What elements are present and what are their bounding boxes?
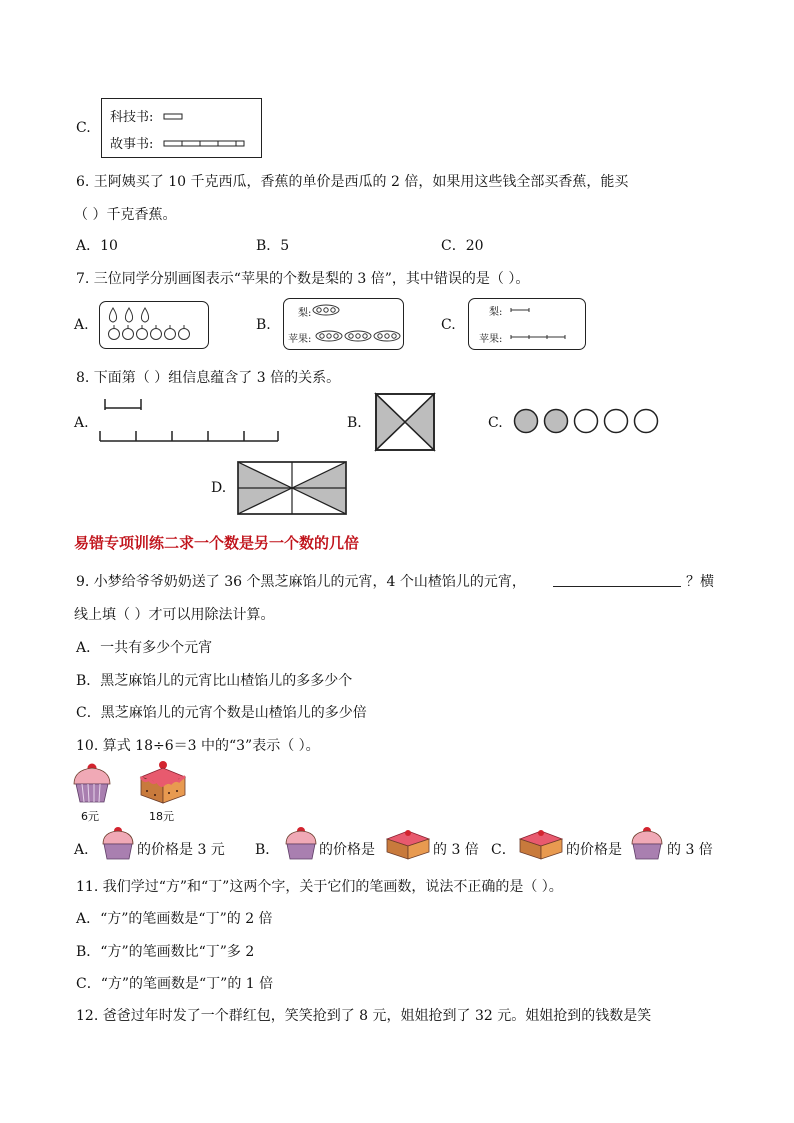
q10-b-cupcake-icon xyxy=(284,826,318,860)
q9-stem-line2: 线上填（ ）才可以用除法计算。 xyxy=(74,607,275,623)
q7-option-c-box xyxy=(468,298,586,350)
q10-a-cupcake-icon xyxy=(101,826,135,860)
section-title: 易错专项训练二求一个数是另一个数的几倍 xyxy=(74,534,360,552)
q7-option-a-box xyxy=(99,301,209,349)
q10-cupcake-icon xyxy=(72,762,112,804)
q11-option-a[interactable]: A．“方”的笔画数是“丁”的 2 倍 xyxy=(76,911,273,927)
q6-stem-line1: 6. 王阿姨买了 10 千克西瓜，香蕉的单价是西瓜的 2 倍，如果用这些钱全部买香蕉，能买 xyxy=(76,174,629,190)
q7-option-c-label[interactable]: C. xyxy=(441,317,456,333)
q10-option-a-label[interactable]: A． xyxy=(74,842,99,858)
q7-c-pear-label: 梨: xyxy=(489,307,503,318)
q5c-label: C. xyxy=(76,120,91,136)
q11-option-c[interactable]: C．“方”的笔画数是“丁”的 1 倍 xyxy=(76,976,274,992)
q10-cake-icon xyxy=(139,761,187,805)
q9-option-c[interactable]: C．黑芝麻馅儿的元宵个数是山楂馅儿的多少倍 xyxy=(76,705,367,721)
q5c-diagram-box xyxy=(101,98,262,158)
q8-stem: 8. 下面第（ ）组信息蕴含了 3 倍的关系。 xyxy=(76,370,341,386)
q10-option-c-end[interactable]: 的 3 倍 xyxy=(667,842,713,858)
q6-option-c[interactable]: C．20 xyxy=(441,238,484,254)
q7-stem: 7. 三位同学分别画图表示“苹果的个数是梨的 3 倍”，其中错误的是（ ）。 xyxy=(76,271,530,287)
q8-option-d-label[interactable]: D. xyxy=(211,480,227,496)
q7-b-apple-label: 苹果: xyxy=(288,334,312,345)
q6-option-a[interactable]: A．10 xyxy=(76,238,118,254)
q10-b-cake-icon xyxy=(385,828,431,860)
q6-option-b[interactable]: B．5 xyxy=(256,238,290,254)
q8-d-rectangle-diagram xyxy=(238,462,346,514)
q8-option-b-label[interactable]: B. xyxy=(347,415,362,431)
q9-stem-line1a: 9. 小梦给爷爷奶奶送了 36 个黑芝麻馅儿的元宵，4 个山楂馅儿的元宵， xyxy=(76,574,526,590)
q10-stem: 10. 算式 18÷6＝3 中的“3”表示（ ）。 xyxy=(76,738,320,754)
q5c-tech-label: 科技书: xyxy=(110,110,154,125)
q5c-story-label: 故事书: xyxy=(110,137,154,152)
q5c-bar-diagram xyxy=(102,99,261,157)
q8-a-segment-diagram xyxy=(100,397,290,447)
q10-option-b-mid[interactable]: 的价格是 xyxy=(319,842,375,858)
q8-option-c-label[interactable]: C. xyxy=(488,415,503,431)
q10-option-b-label[interactable]: B． xyxy=(255,842,280,858)
q11-option-b[interactable]: B．“方”的笔画数比“丁”多 2 xyxy=(76,944,255,960)
q10-option-c-label[interactable]: C． xyxy=(491,842,516,858)
q7-b-pear-label: 梨: xyxy=(298,308,312,319)
q10-c-cake-icon xyxy=(518,828,564,860)
q8-c-circle-diagram xyxy=(514,409,664,435)
q8-option-a-label[interactable]: A. xyxy=(74,415,89,431)
q11-stem: 11. 我们学过“方”和“丁”这两个字，关于它们的笔画数，说法不正确的是（ ）。 xyxy=(76,879,563,895)
q7-c-apple-label: 苹果: xyxy=(479,334,503,345)
q7-option-b-box xyxy=(283,298,404,350)
q10-option-a-text[interactable]: 的价格是 3 元 xyxy=(137,842,225,858)
q10-c-cupcake-icon xyxy=(630,826,664,860)
q7-c-segment-diagram xyxy=(469,299,585,349)
q12-stem-line1: 12. 爸爸过年时发了一个群红包，笑笑抢到了 8 元，姐姐抢到了 32 元。姐姐抢到的钱数是笑 xyxy=(76,1008,652,1024)
q6-stem-line2: （ ）千克香蕉。 xyxy=(74,207,177,223)
q9-option-a[interactable]: A．一共有多少个元宵 xyxy=(76,640,213,656)
q9-answer-blank[interactable] xyxy=(553,586,681,587)
q7-option-b-label[interactable]: B. xyxy=(256,317,271,333)
q10-option-b-end[interactable]: 的 3 倍 xyxy=(433,842,479,858)
q7-option-a-label[interactable]: A. xyxy=(74,317,89,333)
q8-b-square-diagram xyxy=(376,394,434,450)
q9-option-b[interactable]: B．黑芝麻馅儿的元宵比山楂馅儿的多多少个 xyxy=(76,673,353,689)
q10-option-c-mid[interactable]: 的价格是 xyxy=(566,842,622,858)
q7-b-oval-diagram xyxy=(284,299,403,349)
q9-stem-line1b: ？横 xyxy=(686,574,714,590)
q7-pear-apple-icons xyxy=(100,302,208,348)
q10-cupcake-price: 6元 xyxy=(81,810,99,823)
q10-cake-price: 18元 xyxy=(149,810,174,823)
